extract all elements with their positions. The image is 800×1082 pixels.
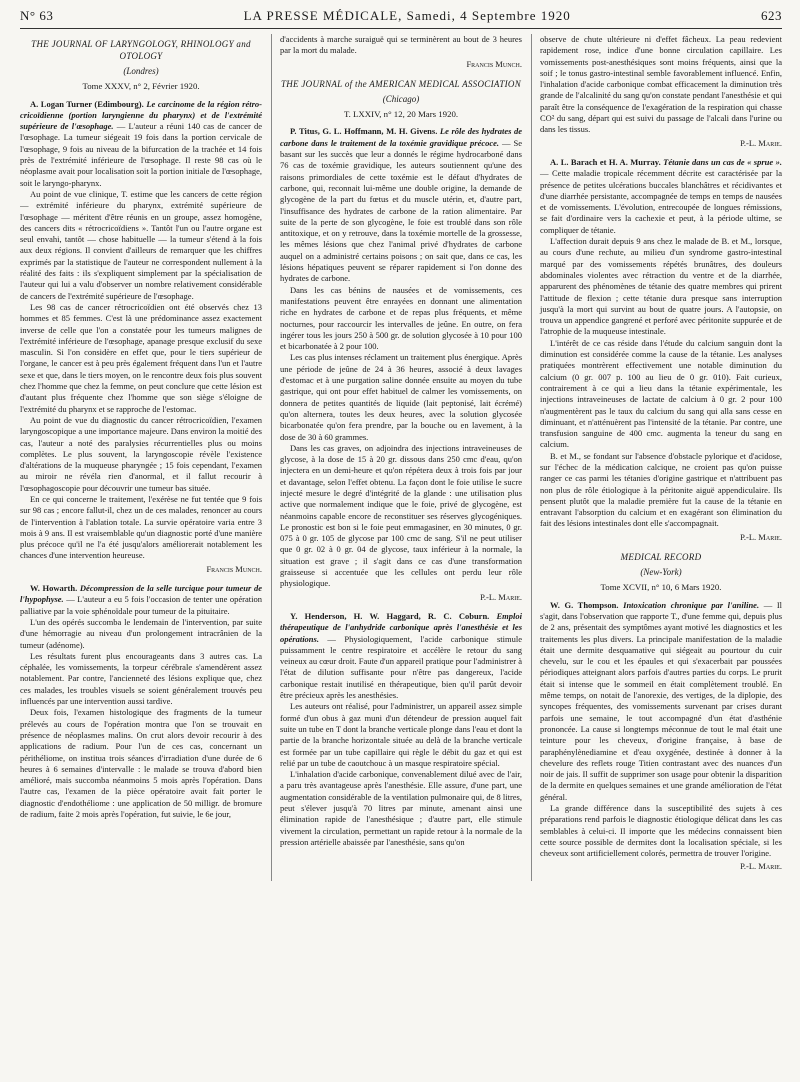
- article-text: — Physiologiquement, l'acide carbonique stimule puissamment le centre respiratoire et accélère le retour du sang veineux au cœur droit. Faute d'un appareil pratique pour l'administrer à l'état de dilution suffisante pour n'être pas dangereux, l'acide carbonique restait inutilisé en thérapeutique, bien qu'il parût devoir être précieux après les anesthésies.: [280, 633, 522, 701]
- article-text: — L'auteur a eu 5 fois l'occasion de tenter une opération palliative par la voie sphénoïdale pour tumeur de la pituitaire.: [20, 594, 262, 616]
- journal-place: (New-York): [640, 567, 682, 578]
- columns: [20, 34, 782, 881]
- article-paragraph: L'intérêt de ce cas réside dans l'étude du calcium sanguin dont la diminution est considérée comme la cause de la tétanie. Les analyses pratiquées montrèrent effectivement une notable diminution du calcium (0 gr. 007 p. 100 au lieu de 0 gr. 010). Fait curieux, contrairement à ce qui a lieu dans la tétanie expérimentale, les injections intraveineuses de lactate de calcium à 0 gr. 2 pour 100 n'augmentèrent pas le taux du calcium du sang qui alla sans cesse en diminuant, et n'atténuèrent pas l'intensité de la tétanie. Par contre, une transfusion sanguine de 400 cmc. augmenta la teneur du sang en calcium.: [540, 337, 782, 450]
- journal-ref: Tome XXXV, n° 2, Février 1920.: [82, 81, 200, 92]
- article-continuation: observe de chute ultérieure ni d'effet fâcheux. La peau redevient rapidement rose, indice d'une bonne circulation capillaire. Les vomissements post-anesthésiques sont moins fréquents, ainsi que la soif ; le tonus gastro-intestinal semble favorablement influencé. Enfin, l'inhalation d'acide carbonique combat efficacement la diminution très grande de l'alcalinité du sang qu'on constate pendant l'anesthésie et qui paraît être la conséquence de l'exagération de la respiration qui chasse CO² du sang, départ qui est suivi du passage de l'alcali dans l'urine ou dans les tissus.: [540, 34, 782, 135]
- article-paragraph: B. et M., se fondant sur l'absence d'obstacle pylorique et d'acidose, sur l'échec de la médication calcique, ne croient pas qu'on puisse ranger ce cas parmi les tétanies d'origine gastrique et n'attribuent pas non plus de rôle étiologique à la péritonite aiguë appendiculaire. Ils pensent plutôt que la maladie première fut la cause de la tétanie en entravant l'absorption du calcium et en exagérant son élimination du fait des lésions intestinales dont elle s'accompagnait.: [540, 450, 782, 529]
- journal-name: THE JOURNAL of the AMERICAN MEDICAL ASSOCIATION: [280, 78, 522, 89]
- article-henderson: [280, 611, 522, 848]
- article-paragraph: Dans les cas bénins de nausées et de vomissements, ces manifestations peuvent être enrayées en donnant une alimentation riche en hydrates de carbone et de repas plus fréquents, et même nocturnes, pour raccourcir les intervalles de jeûne. En outre, on fera ingérer tous les jours 250 à 500 gr. de solution glycosée à 10 pour 100 et bicarbonatée à 2 pour 100.: [280, 284, 522, 352]
- article-signature: P.-L. Marie.: [740, 531, 782, 542]
- journal-name: MEDICAL RECORD: [620, 552, 702, 563]
- article-signature: Francis Munch.: [206, 563, 262, 574]
- article-title: Décompression de la selle turcique pour tumeur de l'hypophyse.: [20, 583, 262, 605]
- article-paragraph: La grande différence dans la susceptibilité des sujets à ces préparations rend parfois le diagnostic étiologique délicat dans les cas semblables à celui-ci. Il importe que les médecins connaissent bien cette source possible de dermites dont la localisation spéciale, si les cheveux sont artificiellement colorés, permettra de trouver l'origine.: [540, 803, 782, 859]
- header-rule: [20, 28, 782, 29]
- article-paragraph: Les résultats furent plus encourageants dans 3 autres cas. La céphalée, les vomissements, la torpeur cérébrale s'amendèrent assez notablement. Par contre, l'ancienneté des lésions explique que, chez ces malades, les troubles visuels se soient généralement trouvés peu influencés par une intervention aussi tardive.: [20, 650, 262, 707]
- article-paragraph: En ce qui concerne le traitement, l'exérèse ne fut tentée que 9 fois sur 98 cas ; encore fallut-il, chez un de ces malades, renoncer au cours de l'intervention à l'ablation totale. La survie opératoire varia entre 3 mois à 9 ans. Il est vraisemblable qu'un diagnostic porté d'une manière plus précoce qu'il ne l'a été jusqu'alors améliorerait notablement les chances d'une intervention heureuse.: [20, 493, 262, 561]
- journal-name: THE JOURNAL OF LARYNGOLOGY, RHINOLOGY and OTOLOGY: [31, 39, 251, 61]
- article-author: Y. Henderson, H. W. Haggard, R. C. Coburn.: [290, 610, 490, 621]
- article-text: — Cette maladie tropicale récemment décrite est caractérisée par la présence de petites ulcérations buccales blanchâtres et récidivantes et d'une diarrhée persistante, accompagnée de temps en temps de nausées et de vomissements. L'évolution, entrecoupée de longues rémissions, se fait d'ordinaire vers la cachexie et peut, à la période ultime, se compliquer de tétanie.: [540, 168, 782, 235]
- article-title: Le rôle des hydrates de carbone dans le traitement de la toxémie gravidique précoce.: [280, 126, 522, 148]
- article-text: — Se basant sur les succès que leur a donnés le régime hydrocarboné dans 76 cas de toxémie gravidique, les auteurs soutiennent qu'une des raisons primordiales de cette toxémie est le défaut d'hydrates de carbone, qui, reconnait lui-même une double origine, la demande de glycogène de la part du fœtus et du muscle utérin, et, d'autre part, l'insuffisance des hydrates de carbone de la ration alimentaire. Par suite de la perte de son glycogène, le foie est troublé dans son rôle antitoxique, et on y retrouve, dans la toxémie mortelle de la grossesse, les mêmes lésions que chez l'animal privé d'hydrates de carbone auquel on a administré certains poisons ; on sait que, dans ce cas, les lésions hépatiques peuvent se réparer rapidement si l'on donne des hydrates de carbone.: [280, 137, 522, 284]
- article-continuation: d'accidents à marche suraiguë qui se terminèrent au bout de 3 heures par la mort du malade.: [280, 34, 522, 56]
- article-logan-turner: [20, 99, 262, 575]
- issue-number: N° 63: [20, 8, 54, 23]
- page-header: [20, 8, 782, 24]
- article-paragraph: L'inhalation d'acide carbonique, convenablement dilué avec de l'air, a paru très avantageuse après l'anesthésie. Elle assure, d'une part, une augmentation considérable de la ventilation pulmonaire qui, de 8 litres, peut s'élever jusqu'à 70 litres par minute, amenant ainsi une élimination rapide de l'anesthésique ; d'autre part, elle stimule vivement la circulation, permettant un rapide retour à la normale de la pression artérielle abaissée par l'anesthésie, sans qu'on: [280, 769, 522, 847]
- article-paragraph: L'un des opérés succomba le lendemain de l'intervention, par suite d'une hémorragie au niveau d'un prolongement intracrânien de la tumeur (adénome).: [20, 616, 262, 650]
- article-paragraph: Dans les cas graves, on adjoindra des injections intraveineuses de glycose, à la dose de 15 à 20 gr. dissous dans 250 cmc d'eau, qu'on injectera en un demi-heure et qu'on répétera deux à trois fois par jour et davantage, selon l'effet obtenu. La façon dont le foie utilise le sucre injecté mesure le degré d'intégrité de la glande : une utilisation plus active que normalement indique que le foie, privé de glycogène, est néanmoins capable encore de reconstituer ses réserves glycogéniques. Le pronostic est bon si le foie peut emmagasiner, en 30 minutes, 0 gr. 075 à 0 gr. 105 de glycose par 100 cmc de sang. S'il ne peut utiliser que 0 gr. 02 à 0 gr. 04 de glycose, taux inférieur à la normale, la situation est grave ; il s'agit dans ce cas d'une transformation graisseuse si accentuée que les cellules ont perdu leur rôle physiologique.: [280, 442, 522, 589]
- journal-place: (Londres): [123, 66, 159, 76]
- article-signature: Francis Munch.: [466, 58, 522, 69]
- article-paragraph: Au point de vue du diagnostic du cancer rétrocricoïdien, l'examen laryngoscopique a une importance majeure. Dans environ la moitié des cas, l'auteur a noté des paralysies récurrentielles plus ou moins complètes. Le plus souvent, la laryngoscopie révèle l'existence d'altérations de la muqueuse pharyngée ; 15 fois cependant, l'examen au miroir ne révéla rien d'anormal, et il fallut recourir à l'œsophagoscopie pour découvrir une tumeur bas située.: [20, 414, 262, 493]
- journal-place: (Chicago): [382, 93, 420, 104]
- article-author: W. G. Thompson.: [550, 599, 619, 610]
- article-title: Intoxication chronique par l'aniline.: [623, 599, 760, 610]
- article-howarth: [20, 583, 262, 820]
- article-text: — L'auteur a réuni 140 cas de cancer de l'œsophage. La tumeur siégeait 19 fois dans la portion cervicale de l'œsophage, 9 fois au niveau de la bifurcation de la trachée et 14 fois près de l'extrémité inférieure de l'œsophage. Il reste 98 cas où le néoplasme avait pour localisation soit la portion initiale de l'œsophage, soit le laryngo-pharynx.: [20, 121, 262, 188]
- page-number: 623: [760, 8, 782, 23]
- journal-ref: T. LXXIV, n° 12, 20 Mars 1920.: [343, 109, 459, 120]
- column-3: [531, 34, 782, 881]
- article-author: W. Howarth.: [30, 583, 78, 594]
- column-2: [271, 34, 522, 881]
- article-signature: P.-L. Marie.: [740, 861, 782, 872]
- article-title: Emploi thérapeutique de l'anhydride carbonique après l'anesthésie et les opérations.: [280, 610, 522, 644]
- article-paragraph: Deux fois, l'examen histologique des fragments de la tumeur prélevés au cours de l'opération montra que l'on se trouvait en présence de néoplasmes malins. On crut alors devoir recourir à des applications de radium. Pour l'un de ces cas, concernant un périthéliome, on institua trois séances d'irradiation d'une durée de 6 heures à 6 semaines d'intervalle : le malade se trouva d'abord bien amélioré, mais succomba néanmoins 5 mois après l'opération. Dans l'autre cas, l'examen de la pièce opératoire avait fait porter le diagnostic d'endothéliome : une application de 50 milligr. de bromure de radium, faite 2 mois après l'opération, fut suivie, le 6e jour,: [20, 707, 262, 819]
- article-titus: [280, 126, 522, 602]
- article-paragraph: Les auteurs ont réalisé, pour l'administrer, un appareil assez simple formé d'un obus à gaz muni d'un détendeur de pression auquel fait suite un tube en T dont la branche verticale plonge dans l'eau et dont la partie de la branche horizontale située au delà de la branche verticale est formée par un tube capillaire qui règle le débit du gaz et qui est relié par un tube de caoutchouc à un masque respiratoire spécial.: [280, 701, 522, 768]
- journal-ref: Tome XCVII, n° 10, 6 Mars 1920.: [600, 582, 722, 593]
- newspaper-title: LA PRESSE MÉDICALE, Samedi, 4 Septembre 1920: [243, 8, 571, 23]
- article-signature: P.-L. Marie.: [740, 137, 782, 148]
- article-author: A. Logan Turner (Edimbourg).: [30, 98, 144, 109]
- article-paragraph: Les 98 cas de cancer rétrocricoïdien ont été observés chez 13 hommes et 85 femmes. C'est là une prédominance assez exactement inverse de celle que l'on a constatée pour les tumeurs malignes de l'extrémité inférieure de l'œsophage, apanage presque exclusif du sexe masculin. Si l'on considère en effet que, pour le tiers supérieur de l'organe, le cancer est à peu près également fréquent dans l'un et l'autre sexe et que, dans le tiers moyen, on le rencontre deux fois plus souvent chez l'homme que chez la femme, on peut conclure que cette lésion est d'autant plus fréquente chez l'homme que son siège s'éloigne de l'extrémité du pharynx et se rapproche de l'estomac.: [20, 301, 262, 414]
- article-title: Tétanie dans un cas de « sprue ».: [663, 156, 782, 167]
- article-paragraph: Au point de vue clinique, T. estime que les cancers de cette région — extrémité inférieure du pharynx, extrémité supérieure de l'œsophage — méritent d'être réunis en un groupe, assez homogène, des cancers dits « rétrocricoïdiens ». Tantôt l'un ou l'autre organe est seul envahi, tantôt — chose habituelle — la tumeur s'étend à la fois aux deux régions. Il convient d'ailleurs de remarquer que les chiffres exprimés par la statistique de l'auteur ne correspondent nullement à la réalité des faits : ils s'expliquent simplement par la spécialisation de l'auteur qui lui a valu d'observer un nombre relativement considérable de cancers de l'extrémité supérieure de l'œsophage.: [20, 188, 262, 301]
- article-barach: [540, 157, 782, 543]
- article-text: — Il s'agit, dans l'observation que rapporte T., d'une femme qui, depuis plus de 2 ans, présentait des symptômes ayant motivé les diagnostics et les traitements les plus divers. La principale manifestation de la maladie était une dermite desquamative qui siégeait au pourtour du cuir chevelu, sur le cou et les épaules et qui s'exacerbait par poussées périodiques atteignant alors parfois d'autres parties du corps. Le prurit était si intense que le sommeil en était complètement troublé. En même temps, on notait de l'anorexie, des vertiges, de la diplopie, des syncopes fréquentes, des vomissements survenant par crises durant parfois une semaine, le tout accompagné d'un état d'asthénie prononcée. La cause si longtemps méconnue de tout le mal était une teinture pour les cheveux, d'origine française, à base de paraphénylènediamine et d'eau oxygénée, destinée à donner à la chevelure des reflets rouge Titien contrastant avec des nuances d'un noir de jais. Il suffit de supprimer son usage pour obtenir la disparition de la dermite en quelques semaines et une grande amélioration de l'état général.: [540, 599, 782, 802]
- column-1: [20, 34, 262, 881]
- article-author: A. L. Barach et H. A. Murray.: [550, 156, 661, 167]
- article-signature: P.-L. Marie.: [480, 591, 522, 602]
- article-title: Le carcinome de la région rétro-cricoïdienne (portion laryngienne du pharynx) et de l'extrémité supérieure de l'œsophage.: [20, 98, 262, 132]
- article-paragraph: Les cas plus intenses réclament un traitement plus énergique. Après une période de jeûne de 24 à 36 heures, associé à deux lavages d'estomac et à une purgation saline donnée ensuite au moyen du tube gastrique, qui ont pour effet habituel de calmer les vomissements, on donnera de petites quantités de liquide (lait peptonisé, lait écrémé) qu'on alternera, toutes les deux heures, avec la solution glycosée bicarbonatée qu'on fera prendre, par la bouche ou en lavement, à la dose de 30 à 60 grammes.: [280, 352, 522, 442]
- article-paragraph: L'affection durait depuis 9 ans chez le malade de B. et M., lorsque, au cours d'une rechute, au milieu d'un syndrome gastro-intestinal marqué par des vomissements répétés brunâtres, des douleurs abdominales violentes avec rétraction du ventre et de la diarrhée, apparurent des phénomènes de tétanie des quatre membres qui prirent l'attitude de flexion ; cette tétanie dura presque sans interruption jusqu'à la mort qui survint au bout de quatre jours. A l'autopsie, on trouva un appendice gangrené et perforé avec péritonite suppurée et de l'atrophie de la muqueuse intestinale.: [540, 236, 782, 337]
- article-thompson: [540, 600, 782, 873]
- article-author: P. Titus, G. L. Hoffmann, M. H. Givens.: [290, 126, 438, 137]
